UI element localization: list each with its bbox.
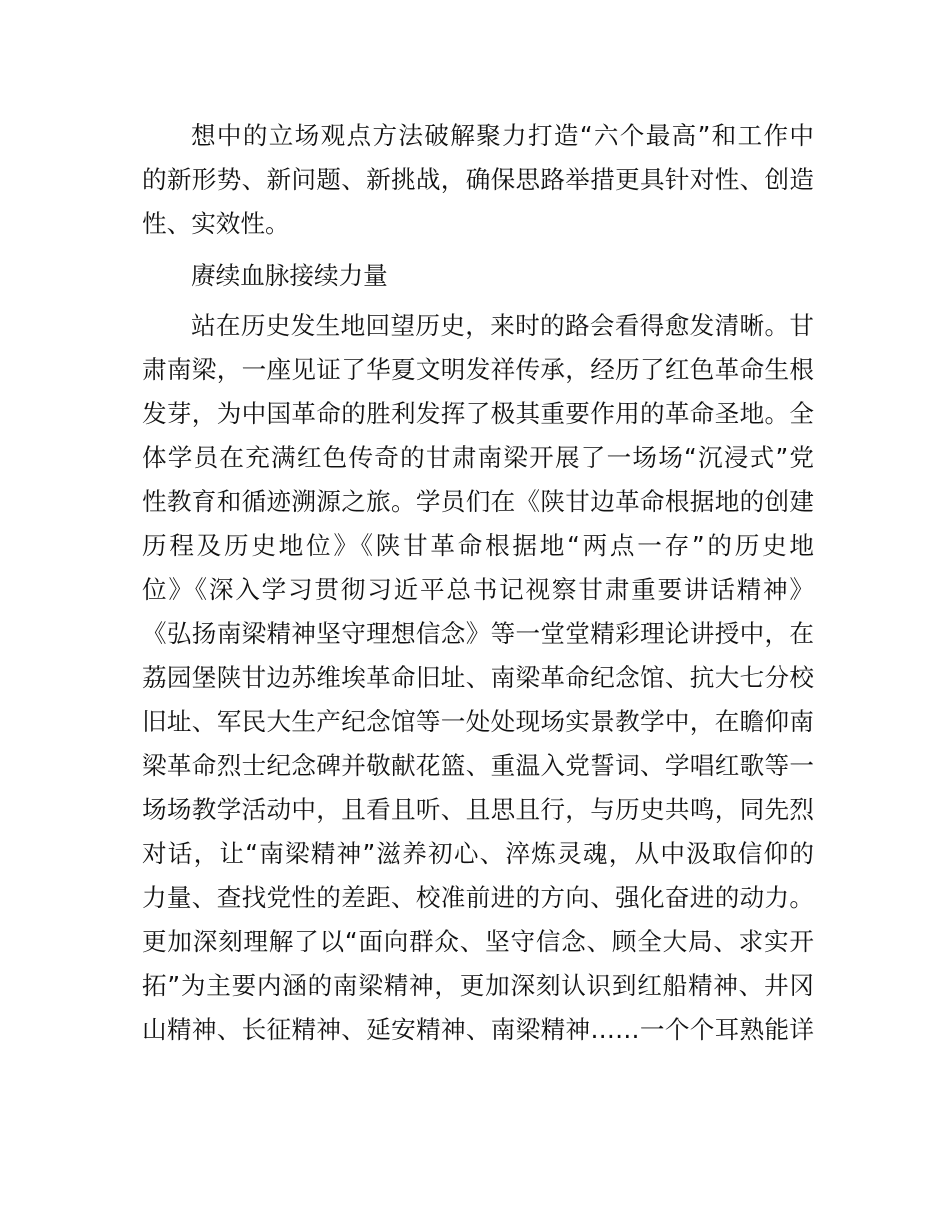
text-line: 历程及历史地位》《陕甘革命根据地“两点一存”的历史地 (142, 531, 814, 560)
text-line: 的新形势、新问题、新挑战，确保思路举措更具针对性、创造 (142, 165, 814, 194)
text-line: 山精神、长征精神、延安精神、南梁精神……一个个耳熟能详 (142, 1015, 814, 1044)
paragraph-continued (142, 114, 814, 246)
text-line: 梁革命烈士纪念碑并敬献花篮、重温入党誓词、学唱红歌等一 (142, 751, 814, 780)
section-heading: 赓续血脉接续力量 (191, 261, 388, 290)
text-line: 性教育和循迹溯源之旅。学员们在《陕甘边革命根据地的创建 (142, 487, 814, 516)
text-line: 体学员在充满红色传奇的甘肃南梁开展了一场场“沉浸式”党 (142, 443, 814, 472)
text-line: 位》《深入学习贯彻习近平总书记视察甘肃重要讲话精神》 (142, 575, 814, 604)
text-line: 力量、查找党性的差距、校准前进的方向、强化奋进的动力。 (142, 883, 814, 912)
section-heading-block (142, 254, 814, 298)
text-line: 肃南梁，一座见证了华夏文明发祥传承，经历了红色革命生根 (142, 355, 814, 384)
text-line: 更加深刻理解了以“面向群众、坚守信念、顾全大局、求实开 (142, 927, 814, 956)
text-line: 《弘扬南梁精神坚守理想信念》等一堂堂精彩理论讲授中，在 (142, 619, 814, 648)
text-line: 对话，让“南梁精神”滋养初心、淬炼灵魂，从中汲取信仰的 (142, 839, 814, 868)
text-line: 站在历史发生地回望历史，来时的路会看得愈发清晰。甘 (191, 311, 814, 340)
document-body (142, 114, 814, 1052)
text-line: 想中的立场观点方法破解聚力打造“六个最高”和工作中 (191, 121, 814, 150)
text-line: 荔园堡陕甘边苏维埃革命旧址、南梁革命纪念馆、抗大七分校 (142, 663, 814, 692)
text-line: 场场教学活动中，且看且听、且思且行，与历史共鸣，同先烈 (142, 795, 814, 824)
text-line: 拓”为主要内涵的南梁精神，更加深刻认识到红船精神、井冈 (142, 971, 814, 1000)
text-line: 旧址、军民大生产纪念馆等一处处现场实景教学中，在瞻仰南 (142, 707, 814, 736)
text-line: 发芽，为中国革命的胜利发挥了极其重要作用的革命圣地。全 (142, 399, 814, 428)
text-line: 性、实效性。 (142, 209, 290, 238)
paragraph-main (142, 304, 814, 1052)
